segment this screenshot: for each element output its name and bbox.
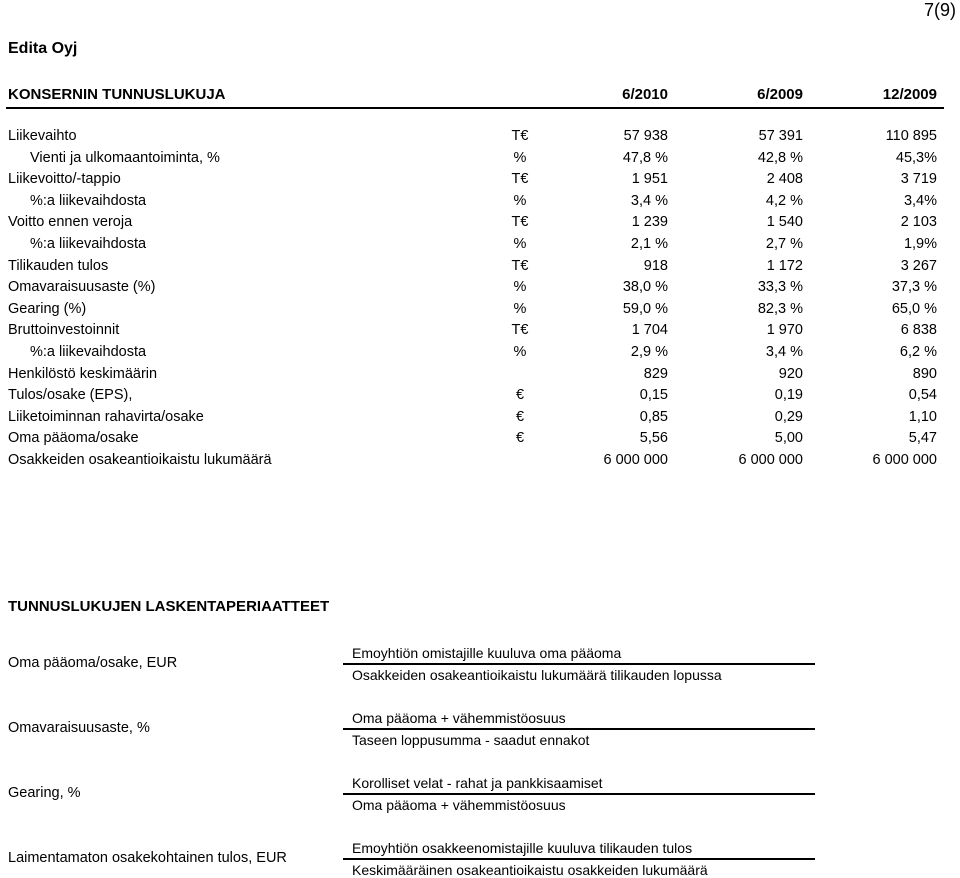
row-unit: € xyxy=(515,408,525,425)
row-label: %:a liikevaihdosta xyxy=(30,344,147,360)
row-value: 0,54 xyxy=(908,387,937,404)
formula-name: Oma pääoma/osake, EUR xyxy=(8,655,178,671)
row-value: 6 838 xyxy=(900,322,937,339)
row-unit: % xyxy=(513,344,527,360)
row-value: 6 000 000 xyxy=(738,452,803,468)
fraction-line xyxy=(343,663,815,665)
column-header-12-2009: 12/2009 xyxy=(882,86,937,103)
row-value: 0,19 xyxy=(774,387,803,404)
table-row xyxy=(0,128,960,149)
row-unit: T€ xyxy=(511,171,529,188)
calculation-title: TUNNUSLUKUJEN LASKENTAPERIAATTEET xyxy=(8,598,330,615)
row-value: 1 970 xyxy=(766,322,803,339)
row-value: 3 719 xyxy=(900,171,937,188)
company-name: Edita Oyj xyxy=(8,40,78,57)
formula-numerator: Oma pääoma + vähemmistöosuus xyxy=(352,710,566,726)
row-value: 0,15 xyxy=(639,387,668,404)
row-value: 45,3% xyxy=(895,149,937,166)
row-label: Tilikauden tulos xyxy=(8,257,109,274)
table-row xyxy=(0,322,960,343)
row-label: Tulos/osake (EPS), xyxy=(8,387,133,404)
row-value: 0,29 xyxy=(774,408,803,425)
row-value: 3 267 xyxy=(900,257,937,274)
row-value: 890 xyxy=(912,365,937,382)
fraction-line xyxy=(343,793,815,795)
row-value: 47,8 % xyxy=(622,149,668,166)
row-value: 5,00 xyxy=(774,430,803,447)
fraction-line xyxy=(343,728,815,730)
table-row xyxy=(0,236,960,257)
row-value: 3,4 % xyxy=(630,192,668,209)
row-unit: T€ xyxy=(511,214,529,231)
row-value: 37,3 % xyxy=(891,279,937,296)
row-unit: T€ xyxy=(511,257,529,274)
row-label: Liiketoiminnan rahavirta/osake xyxy=(8,408,204,425)
row-unit: % xyxy=(513,236,527,252)
table-title: KONSERNIN TUNNUSLUKUJA xyxy=(8,86,226,103)
formula-name: Laimentamaton osakekohtainen tulos, EUR xyxy=(8,850,287,866)
row-value: 6,2 % xyxy=(899,344,937,360)
row-value: 2,7 % xyxy=(765,236,803,252)
table-row xyxy=(0,214,960,235)
column-header-6-2009: 6/2009 xyxy=(757,86,803,103)
row-value: 1 239 xyxy=(631,214,668,231)
row-label: %:a liikevaihdosta xyxy=(30,192,147,209)
row-value: 3,4 % xyxy=(765,344,803,360)
row-value: 1,9% xyxy=(903,236,937,252)
row-value: 2 408 xyxy=(766,171,803,188)
row-value: 57 938 xyxy=(623,128,668,144)
table-row xyxy=(0,409,960,430)
row-value: 6 000 000 xyxy=(603,452,668,468)
row-value: 1 172 xyxy=(766,257,803,274)
row-label: Henkilöstö keskimäärin xyxy=(8,365,158,382)
formula-name: Gearing, % xyxy=(8,785,81,801)
row-unit: % xyxy=(513,279,527,296)
formula-denominator: Osakkeiden osakeantioikaistu lukumäärä tilikauden lopussa xyxy=(352,667,722,683)
row-label: %:a liikevaihdosta xyxy=(30,236,147,252)
table-row xyxy=(0,430,960,451)
row-value: 65,0 % xyxy=(891,300,937,317)
row-unit: T€ xyxy=(511,322,529,339)
row-value: 6 000 000 xyxy=(872,452,937,468)
row-label: Bruttoinvestoinnit xyxy=(8,322,120,339)
table-row xyxy=(0,301,960,322)
row-value: 920 xyxy=(778,365,803,382)
row-value: 1 704 xyxy=(631,322,668,339)
table-row xyxy=(0,193,960,214)
row-value: 2,1 % xyxy=(630,236,668,252)
table-row xyxy=(0,150,960,171)
row-label: Oma pääoma/osake xyxy=(8,430,139,447)
formula-numerator: Emoyhtiön omistajille kuuluva oma pääoma xyxy=(352,645,622,661)
row-unit: % xyxy=(513,149,527,166)
row-value: 1 540 xyxy=(766,214,803,231)
row-label: Liikevoitto/-tappio xyxy=(8,171,121,188)
row-value: 33,3 % xyxy=(757,279,803,296)
formula-numerator: Korolliset velat - rahat ja pankkisaamiset xyxy=(352,775,603,791)
formula-numerator: Emoyhtiön osakkeenomistajille kuuluva tilikauden tulos xyxy=(352,840,693,856)
row-label: Vienti ja ulkomaantoiminta, % xyxy=(30,149,220,166)
row-value: 1 951 xyxy=(631,171,668,188)
formula-denominator: Keskimääräinen osakeantioikaistu osakkeiden lukumäärä xyxy=(352,862,708,878)
row-label: Voitto ennen veroja xyxy=(8,214,133,231)
table-row xyxy=(0,344,960,365)
table-row xyxy=(0,171,960,192)
column-header-6-2010: 6/2010 xyxy=(622,86,668,103)
row-value: 5,56 xyxy=(639,430,668,447)
header-divider xyxy=(6,107,944,109)
table-row xyxy=(0,258,960,279)
row-label: Gearing (%) xyxy=(8,300,87,317)
row-value: 82,3 % xyxy=(757,300,803,317)
page-number: 7(9) xyxy=(923,0,956,20)
row-label: Liikevaihto xyxy=(8,128,77,144)
row-value: 57 391 xyxy=(758,128,803,144)
table-row xyxy=(0,387,960,408)
row-value: 59,0 % xyxy=(622,300,668,317)
row-label: Omavaraisuusaste (%) xyxy=(8,279,156,296)
row-value: 0,85 xyxy=(639,408,668,425)
table-row xyxy=(0,366,960,387)
row-value: 38,0 % xyxy=(622,279,668,296)
row-unit: % xyxy=(513,192,527,209)
row-value: 5,47 xyxy=(908,430,937,447)
row-value: 42,8 % xyxy=(757,149,803,166)
formula-denominator: Oma pääoma + vähemmistöosuus xyxy=(352,797,566,813)
formula-denominator: Taseen loppusumma - saadut ennakot xyxy=(352,732,590,748)
row-unit: € xyxy=(515,387,525,404)
row-value: 110 895 xyxy=(885,128,937,144)
fraction-line xyxy=(343,858,815,860)
row-value: 1,10 xyxy=(908,408,937,425)
table-row xyxy=(0,279,960,300)
row-value: 3,4% xyxy=(903,192,937,209)
row-label: Osakkeiden osakeantioikaistu lukumäärä xyxy=(8,452,272,468)
row-value: 918 xyxy=(643,257,668,274)
row-value: 829 xyxy=(643,365,668,382)
row-value: 2,9 % xyxy=(630,344,668,360)
row-unit: € xyxy=(515,430,525,447)
row-unit: % xyxy=(513,300,527,317)
formula-name: Omavaraisuusaste, % xyxy=(8,720,150,736)
row-value: 2 103 xyxy=(900,214,937,231)
table-row xyxy=(0,452,960,473)
row-value: 4,2 % xyxy=(765,192,803,209)
row-unit: T€ xyxy=(511,128,529,144)
